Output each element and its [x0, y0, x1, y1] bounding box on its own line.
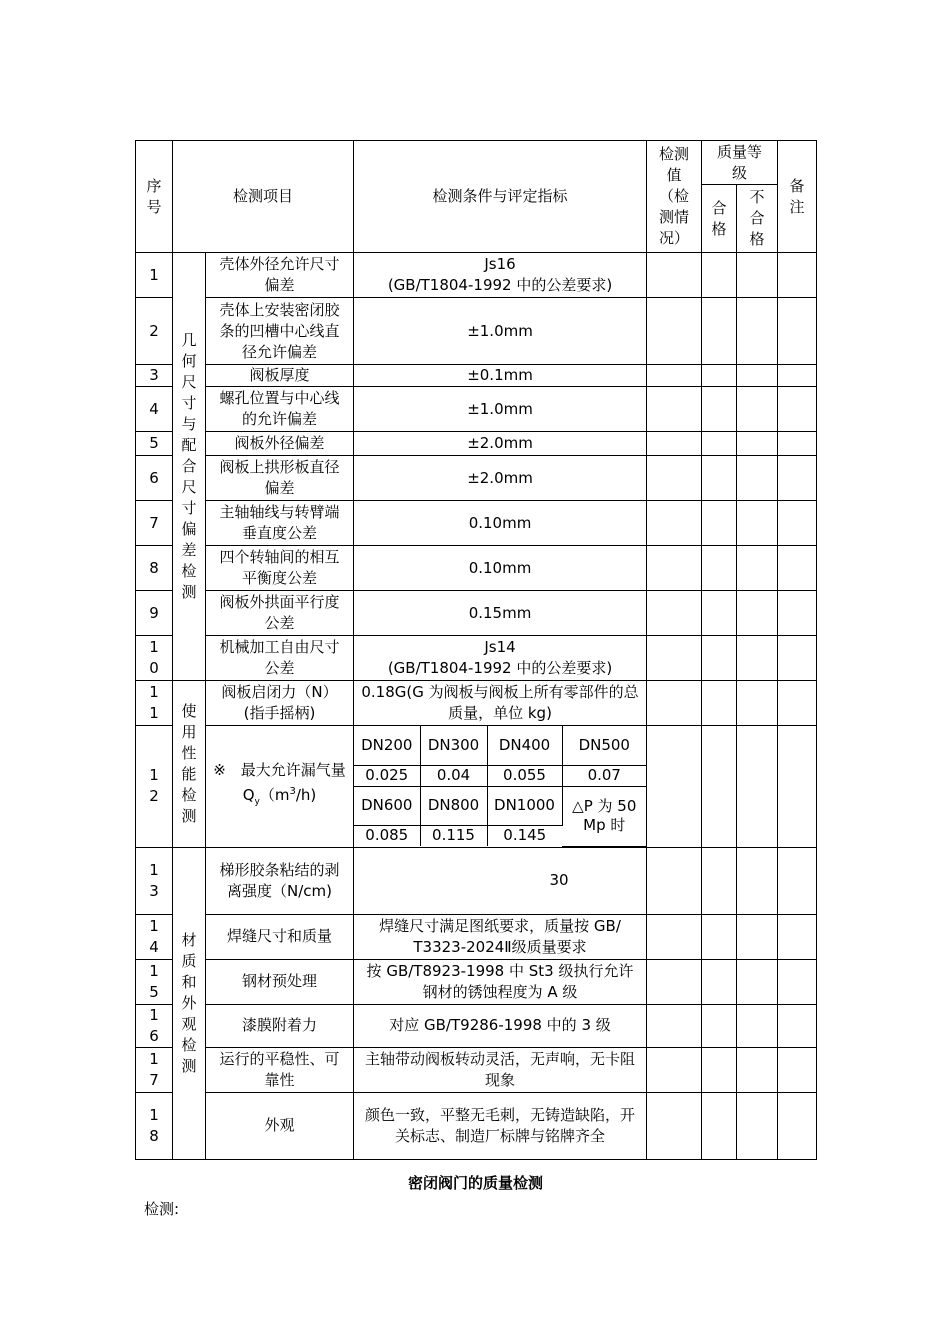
value-cell[interactable]	[647, 681, 702, 726]
row-item: 机械加工自由尺寸公差	[206, 636, 354, 681]
value-cell[interactable]	[647, 546, 702, 591]
row-condition: ±1.0mm	[354, 298, 647, 365]
row-condition: ±1.0mm	[354, 387, 647, 432]
fail-cell[interactable]	[737, 1004, 778, 1047]
table-row	[136, 253, 817, 298]
pass-cell[interactable]	[702, 591, 737, 636]
value-cell[interactable]	[647, 726, 702, 848]
row-item: 焊缝尺寸和质量	[206, 914, 354, 959]
row-condition: Js16 (GB/T1804-1992 中的公差要求)	[354, 253, 647, 298]
row-condition: 0.10mm	[354, 546, 647, 591]
value-cell[interactable]	[647, 298, 702, 365]
fail-cell[interactable]	[737, 1047, 778, 1092]
row-no: 14	[136, 914, 173, 959]
group-geometry: 几何尺寸与配合尺寸偏差检测	[173, 253, 206, 681]
value-cell[interactable]	[647, 914, 702, 959]
value-cell[interactable]	[647, 636, 702, 681]
row-condition: 颜色一致，平整无毛刺，无铸造缺陷，开关标志、制造厂标牌与铭牌齐全	[354, 1092, 647, 1159]
remark-cell[interactable]	[778, 1092, 817, 1159]
row-item: 阀板启闭力（N） (指手摇柄)	[206, 681, 354, 726]
table-row	[136, 546, 817, 591]
leak-table-cell	[354, 726, 647, 848]
leak-value: 0.04	[420, 765, 487, 786]
value-cell[interactable]	[647, 365, 702, 387]
leak-dn: DN800	[420, 786, 487, 825]
row-item: 运行的平稳性、可靠性	[206, 1047, 354, 1092]
header-seq: 序号	[136, 141, 173, 253]
header-fail: 不合格	[737, 185, 778, 253]
value-cell[interactable]	[647, 501, 702, 546]
leak-value: 0.145	[503, 826, 547, 845]
header-condition: 检测条件与评定指标	[354, 141, 647, 253]
leak-value: 0.025	[354, 765, 420, 786]
leak-dn: DN500	[562, 726, 646, 765]
pass-cell[interactable]	[702, 914, 737, 959]
pass-cell[interactable]	[702, 298, 737, 365]
header-remark: 备注	[778, 141, 817, 253]
remark-cell[interactable]	[778, 1047, 817, 1092]
fail-cell[interactable]	[737, 636, 778, 681]
remark-cell[interactable]	[778, 253, 817, 298]
table-row	[136, 1004, 817, 1047]
value-cell[interactable]	[647, 387, 702, 432]
inspector-label: 检测:	[144, 1200, 180, 1218]
remark-cell[interactable]	[778, 591, 817, 636]
leak-table	[354, 726, 646, 847]
value-cell[interactable]	[647, 432, 702, 456]
row-no: 2	[136, 298, 173, 365]
row-no: 9	[136, 591, 173, 636]
table-row	[136, 1092, 817, 1159]
table-row	[136, 914, 817, 959]
row-no: 1	[136, 253, 173, 298]
row-condition: Js14 (GB/T1804-1992 中的公差要求)	[354, 636, 647, 681]
row-condition: ±2.0mm	[354, 456, 647, 501]
remark-cell[interactable]	[778, 847, 817, 914]
fail-cell[interactable]	[737, 432, 778, 456]
table-row	[136, 387, 817, 432]
group-material: 材质和外观检测	[173, 847, 206, 1159]
row-no: 13	[136, 847, 173, 914]
row-condition: 0.18G(G 为阀板与阀板上所有零部件的总质量，单位 kg)	[354, 681, 647, 726]
table-caption: 密闭阀门的质量检测	[407, 1174, 543, 1192]
row-no: 12	[136, 726, 173, 848]
quality-inspection-table	[135, 140, 817, 1160]
remark-cell[interactable]	[778, 681, 817, 726]
remark-cell[interactable]	[778, 432, 817, 456]
fail-cell[interactable]	[737, 456, 778, 501]
remark-cell[interactable]	[778, 726, 817, 848]
row-item: 阀板上拱形板直径偏差	[206, 456, 354, 501]
row-item: 阀板外径偏差	[206, 432, 354, 456]
remark-cell[interactable]	[778, 1004, 817, 1047]
fail-cell[interactable]	[737, 253, 778, 298]
row-no: 10	[136, 636, 173, 681]
remark-cell[interactable]	[778, 501, 817, 546]
pass-cell[interactable]	[702, 546, 737, 591]
value-cell[interactable]	[647, 959, 702, 1004]
pass-cell[interactable]	[702, 1047, 737, 1092]
value-cell[interactable]	[647, 253, 702, 298]
remark-cell[interactable]	[778, 959, 817, 1004]
fail-cell[interactable]	[737, 1092, 778, 1159]
fail-cell[interactable]	[737, 726, 778, 848]
fail-cell[interactable]	[737, 298, 778, 365]
leak-value: 0.07	[562, 765, 646, 786]
table-row	[136, 959, 817, 1004]
row-condition: 焊缝尺寸满足图纸要求，质量按 GB/T3323-2024Ⅱ级质量要求	[354, 914, 647, 959]
fail-cell[interactable]	[737, 501, 778, 546]
pass-cell[interactable]	[702, 501, 737, 546]
table-row	[136, 726, 817, 848]
leak-pressure-note: △P 为 50Mp 时	[562, 786, 646, 846]
remark-cell[interactable]	[778, 914, 817, 959]
row-no: 5	[136, 432, 173, 456]
pass-cell[interactable]	[702, 1092, 737, 1159]
pass-cell[interactable]	[702, 847, 737, 914]
row-item: 漆膜附着力	[206, 1004, 354, 1047]
leak-dn: DN600	[354, 786, 420, 825]
row-item: 外观	[206, 1092, 354, 1159]
row-condition: 0.10mm	[354, 501, 647, 546]
row-item: 壳体上安装密闭胶条的凹槽中心线直径允许偏差	[206, 298, 354, 365]
leak-unit: $Q_y(m^3/h)$	[242, 785, 317, 807]
row-condition: ±0.1mm	[354, 365, 647, 387]
row-no: 3	[136, 365, 173, 387]
fail-cell[interactable]	[737, 847, 778, 914]
pass-cell[interactable]	[702, 681, 737, 726]
row-item: 阀板外拱面平行度公差	[206, 591, 354, 636]
row-no: 17	[136, 1047, 173, 1092]
value-cell[interactable]	[647, 847, 702, 914]
row-no: 11	[136, 681, 173, 726]
fail-cell[interactable]	[737, 591, 778, 636]
pass-cell[interactable]	[702, 432, 737, 456]
pass-cell[interactable]	[702, 1004, 737, 1047]
value-cell[interactable]	[647, 1004, 702, 1047]
leak-value: 0.115	[420, 825, 487, 846]
table-row	[136, 298, 817, 365]
fail-cell[interactable]	[737, 546, 778, 591]
row-no: 7	[136, 501, 173, 546]
remark-cell[interactable]	[778, 456, 817, 501]
header-item: 检测项目	[173, 141, 354, 253]
row-no: 16	[136, 1004, 173, 1047]
remark-cell[interactable]	[778, 298, 817, 365]
table-row	[136, 1047, 817, 1092]
remark-cell[interactable]	[778, 636, 817, 681]
pass-cell[interactable]	[702, 456, 737, 501]
row-item	[206, 726, 354, 848]
fail-cell[interactable]	[737, 387, 778, 432]
pass-cell[interactable]	[702, 253, 737, 298]
table-row	[136, 365, 817, 387]
leak-dn: DN200	[354, 726, 420, 765]
table-row	[136, 432, 817, 456]
row-item: 梯形胶条粘结的剥离强度（N/cm)	[206, 847, 354, 914]
leak-label: ※ 最大允许漏气量	[213, 760, 346, 779]
value-cell[interactable]	[647, 1092, 702, 1159]
table-row	[136, 681, 817, 726]
pass-cell[interactable]	[702, 387, 737, 432]
row-no: 8	[136, 546, 173, 591]
pass-cell[interactable]	[702, 636, 737, 681]
leak-dn: DN400	[487, 726, 562, 765]
row-no: 6	[136, 456, 173, 501]
table-row	[136, 456, 817, 501]
pass-cell[interactable]	[702, 959, 737, 1004]
row-item: 壳体外径允许尺寸偏差	[206, 253, 354, 298]
table-row	[136, 636, 817, 681]
fail-cell[interactable]	[737, 914, 778, 959]
value-cell[interactable]	[647, 591, 702, 636]
fail-cell[interactable]	[737, 959, 778, 1004]
fail-cell[interactable]	[737, 365, 778, 387]
remark-cell[interactable]	[778, 387, 817, 432]
row-no: 4	[136, 387, 173, 432]
row-condition: ±2.0mm	[354, 432, 647, 456]
row-item: 四个转轴间的相互平衡度公差	[206, 546, 354, 591]
leak-dn: DN300	[420, 726, 487, 765]
value-cell[interactable]	[647, 456, 702, 501]
row-condition: 按 GB/T8923-1998 中 St3 级执行允许钢材的锈蚀程度为 A 级	[354, 959, 647, 1004]
header-pass: 合格	[702, 185, 737, 253]
fail-cell[interactable]	[737, 681, 778, 726]
remark-cell[interactable]	[778, 546, 817, 591]
leak-value: 0.055	[487, 765, 562, 786]
table-row	[136, 847, 817, 914]
row-condition: 主轴带动阀板转动灵活，无声响，无卡阻现象	[354, 1047, 647, 1092]
row-no: 15	[136, 959, 173, 1004]
row-condition: 0.15mm	[354, 591, 647, 636]
row-condition: 对应 GB/T9286-1998 中的 3 级	[354, 1004, 647, 1047]
header-value: 检测值（检测情况）	[647, 141, 702, 253]
header-grade: 质量等级	[702, 141, 778, 185]
leak-value: 0.085	[354, 825, 420, 846]
remark-cell[interactable]	[778, 365, 817, 387]
row-condition: 30	[354, 847, 647, 914]
table-row	[136, 501, 817, 546]
row-item: 螺孔位置与中心线的允许偏差	[206, 387, 354, 432]
table-row	[136, 591, 817, 636]
value-cell[interactable]	[647, 1047, 702, 1092]
row-item: 阀板厚度	[206, 365, 354, 387]
row-item: 主轴轴线与转臂端垂直度公差	[206, 501, 354, 546]
group-performance: 使用性能检测	[173, 681, 206, 848]
pass-cell[interactable]	[702, 365, 737, 387]
row-no: 18	[136, 1092, 173, 1159]
row-item: 钢材预处理	[206, 959, 354, 1004]
pass-cell[interactable]	[702, 726, 737, 848]
leak-dn: DN1000	[487, 786, 562, 825]
